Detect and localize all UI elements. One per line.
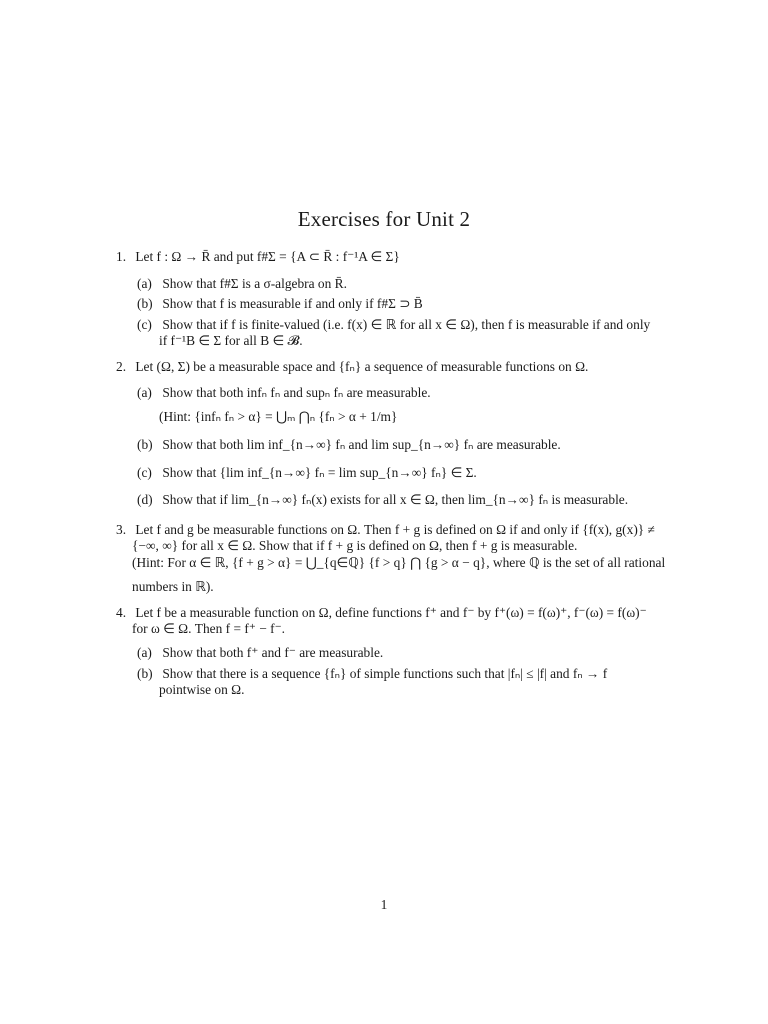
- problem-2-part-a: [137, 385, 431, 401]
- problem-1-part-c-continued: if f⁻¹B ∈ Σ for all B ∈ 𝓑.: [159, 333, 303, 348]
- problem-3-line-2: {−∞, ∞} for all x ∈ Ω. Show that if f + g is defined on Ω, then f + g is measurable.: [132, 538, 578, 553]
- page-number: 1: [380, 897, 388, 912]
- part-text: Show that there is a sequence {fₙ} of simple functions such that |fₙ| ≤ |f| and fₙ → f: [162, 666, 608, 681]
- part-label: (d): [137, 492, 153, 507]
- problem-3-statement: [116, 522, 655, 538]
- part-text: Show that if f is finite-valued (i.e. f(x) ∈ ℝ for all x ∈ Ω), then f is measurable if and only: [162, 317, 651, 332]
- part-text: Show that f#Σ is a σ-algebra on R̄.: [162, 276, 347, 291]
- problem-number: 2.: [116, 359, 127, 374]
- problem-number: 3.: [116, 522, 127, 537]
- part-text: Show that {lim inf_{n→∞} fₙ = lim sup_{n→∞} fₙ} ∈ Σ.: [162, 465, 477, 480]
- problem-4-part-b-continued: pointwise on Ω.: [159, 682, 245, 697]
- problem-3-line-4: numbers in ℝ).: [132, 579, 214, 594]
- part-label: (b): [137, 296, 153, 311]
- problem-text: Let f : Ω → R̄ and put f#Σ = {A ⊂ R̄ : f⁻¹A ∈ Σ}: [135, 249, 400, 264]
- problem-4-part-a: [137, 645, 383, 661]
- problem-4-line-2: for ω ∈ Ω. Then f = f⁺ − f⁻.: [132, 621, 285, 636]
- part-text: Show that both infₙ fₙ and supₙ fₙ are measurable.: [162, 385, 431, 400]
- problem-1-part-b: [137, 296, 423, 312]
- part-label: (a): [137, 385, 152, 400]
- problem-number: 1.: [116, 249, 127, 264]
- part-label: (a): [137, 645, 152, 660]
- part-text: Show that both lim inf_{n→∞} fₙ and lim sup_{n→∞} fₙ are measurable.: [162, 437, 561, 452]
- part-label: (c): [137, 465, 152, 480]
- problem-2-part-c: [137, 465, 477, 481]
- part-label: (b): [137, 437, 153, 452]
- part-text: Show that if lim_{n→∞} fₙ(x) exists for all x ∈ Ω, then lim_{n→∞} fₙ is measurable.: [162, 492, 629, 507]
- part-label: (b): [137, 666, 153, 681]
- problem-1-part-a: [137, 276, 347, 292]
- problem-text: Let (Ω, Σ) be a measurable space and {fₙ} a sequence of measurable functions on Ω.: [135, 359, 589, 374]
- problem-1-statement: [116, 249, 400, 265]
- problem-number: 4.: [116, 605, 127, 620]
- problem-4-part-b: [137, 666, 607, 682]
- problem-4-statement: [116, 605, 647, 621]
- document-title: Exercises for Unit 2: [297, 207, 471, 231]
- part-label: (a): [137, 276, 152, 291]
- part-label: (c): [137, 317, 152, 332]
- problem-text: Let f be a measurable function on Ω, define functions f⁺ and f⁻ by f⁺(ω) = f(ω)⁺, f⁻(ω) = f(ω)⁻: [135, 605, 647, 620]
- problem-3-hint: (Hint: For α ∈ ℝ, {f + g > α} = ⋃_{q∈ℚ} {f > q} ⋂ {g > α − q}, where ℚ is the set of all rational: [132, 555, 666, 570]
- problem-2-statement: [116, 359, 588, 375]
- part-text: Show that both f⁺ and f⁻ are measurable.: [162, 645, 384, 660]
- part-text: Show that f is measurable if and only if f#Σ ⊃ B̄: [162, 296, 423, 311]
- problem-2-part-b: [137, 437, 561, 453]
- problem-text: Let f and g be measurable functions on Ω. Then f + g is defined on Ω if and only if {f(x), g(x)} ≠: [135, 522, 655, 537]
- problem-2-part-d: [137, 492, 628, 508]
- problem-1-part-c: [137, 317, 650, 333]
- problem-2-part-a-hint: (Hint: {infₙ fₙ > α} = ⋃ₘ ⋂ₙ {fₙ > α + 1/m}: [159, 409, 398, 424]
